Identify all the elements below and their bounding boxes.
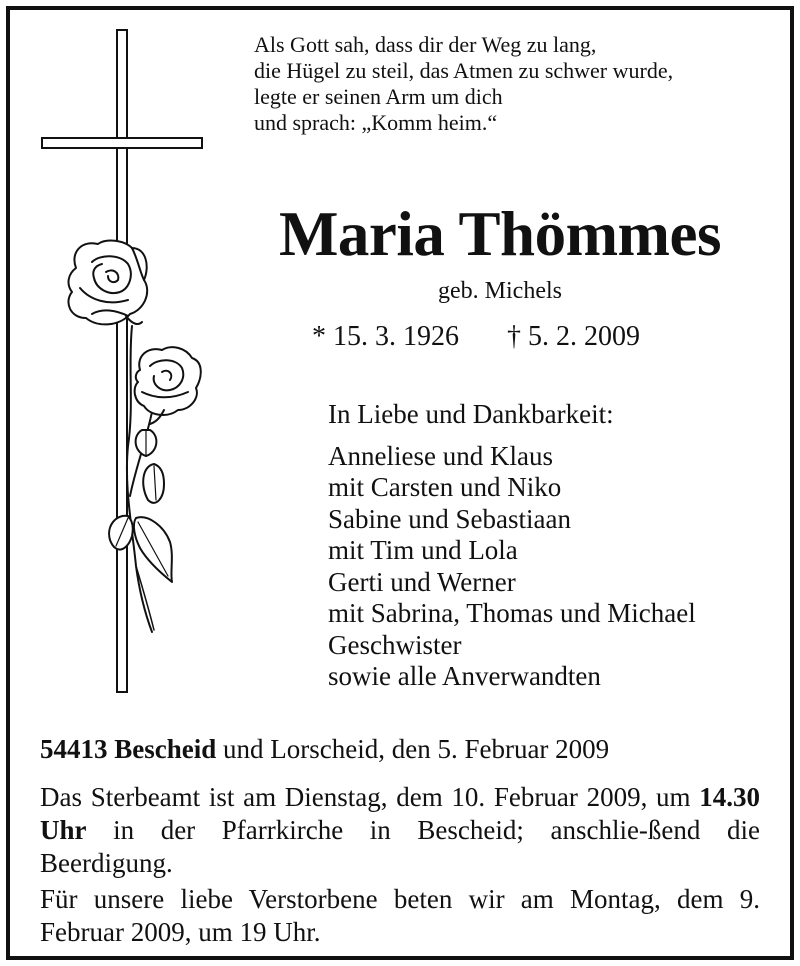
mourner-item: Geschwister (328, 629, 462, 660)
service-text: Das Sterbeamt ist am Dienstag, dem 10. Februar 2009, um (40, 782, 700, 812)
maiden-name: geb. Michels (438, 278, 562, 304)
poem (254, 32, 673, 136)
mourners-list (328, 399, 696, 693)
mourner-item: Gerti und Werner (328, 566, 516, 597)
service-text-continued: in der Pfarrkirche in Bescheid; anschlie-ßend die Beerdigung. (40, 815, 760, 878)
mourner-item: mit Tim und Lola (328, 535, 518, 565)
cross-with-roses-illustration (36, 26, 216, 696)
mourner-item: Sabine und Sebastiaan (328, 503, 571, 534)
service-announcement (40, 781, 760, 880)
life-dates (312, 319, 640, 355)
rose-icon (68, 241, 200, 632)
place-date-line (40, 733, 760, 766)
place-date-text: und Lorscheid, den 5. Februar 2009 (216, 734, 610, 764)
mourner-item: mit Carsten und Niko (328, 472, 562, 502)
mourners-heading: In Liebe und Dankbarkeit: (328, 399, 614, 429)
poem-line: und sprach: „Komm heim.“ (254, 110, 498, 135)
death-date: † 5. 2. 2009 (507, 321, 640, 352)
deceased-name: Maria Thömmes (278, 199, 722, 269)
poem-line: legte er seinen Arm um dich (254, 84, 503, 109)
service-time: 14.30 Uhr (40, 782, 760, 845)
mourner-item: Anneliese und Klaus (328, 440, 553, 471)
prayer-announcement: Für unsere liebe Verstorbene beten wir am Montag, dem 9. Februar 2009, um 19 Uhr. (40, 884, 760, 947)
place-name: 54413 Bescheid (40, 734, 217, 764)
birth-date: * 15. 3. 1926 (312, 321, 459, 352)
poem-line: Als Gott sah, dass dir der Weg zu lang, (254, 32, 597, 57)
mourner-item: sowie alle Anverwandten (328, 661, 601, 691)
poem-line: die Hügel zu steil, das Atmen zu schwer wurde, (254, 58, 674, 83)
mourner-item: mit Sabrina, Thomas und Michael (328, 598, 696, 628)
